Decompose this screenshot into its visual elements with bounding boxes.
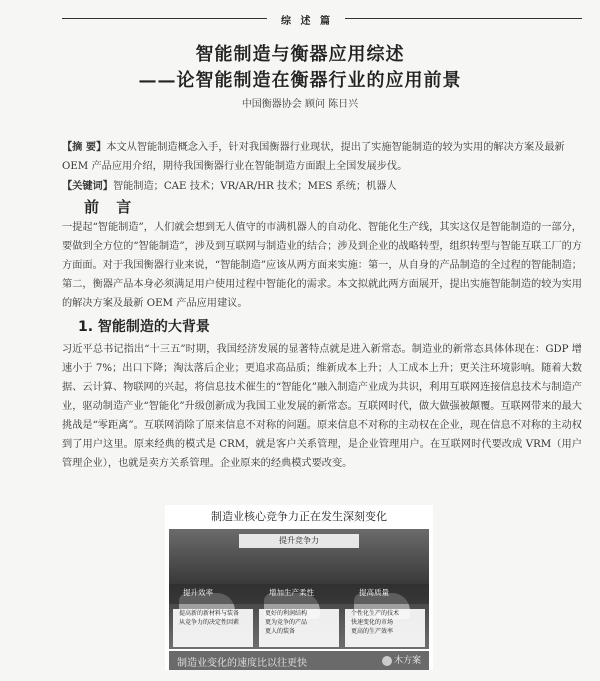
keywords-text: 智能制造；CAE 技术；VR/AR/HR 技术；MES 系统；机器人 xyxy=(112,181,397,192)
section1-heading: 1. 智能制造的大背景 xyxy=(78,319,210,335)
figure-panel xyxy=(259,609,339,647)
figure-box-label: 提高质量 xyxy=(359,588,389,597)
panel-line: 更好的利润结构 xyxy=(265,610,308,617)
article-subtitle: ——论智能制造在衡器行业的应用前景 xyxy=(138,70,462,91)
figure-banner: 提升竞争力 xyxy=(239,534,359,548)
figure-logo xyxy=(382,653,421,666)
keywords xyxy=(62,177,582,192)
figure-logo-text: 木方案 xyxy=(393,656,421,666)
figure-box-label: 提升效率 xyxy=(183,588,213,597)
figure-caption xyxy=(169,651,429,670)
header-rule-right xyxy=(345,18,582,19)
figure-box-label: 增加生产柔性 xyxy=(269,588,314,597)
abstract-label: 【摘 要】 xyxy=(62,141,107,153)
intro-paragraph: 一提起“智能制造”，人们就会想到无人值守的市满机器人的自动化、智能化生产线，其实这仅是智能制造的一部分，要做到全方位的“智能制造”，涉及到互联网与制造业的结合；涉及到企业的战略转型，组织转型与智能互联工厂的方方面面。对于我国衡器行业来说，“智能制造”应该从两方面来实施：第一，从自身的产品制造的全过程的智能制造；第二，衡器产品本身必须满足用户使用过程中智能化的需求。本文拟就此两方面展开，提出实施智能制造的较为实用的解决方案及最新 OEM 产品应用建议。 xyxy=(62,222,582,309)
panel-line: 从竞争力的决定性因素 xyxy=(179,619,240,626)
article-authors: 中国衡器协会 顾问 陈日兴 xyxy=(241,99,359,110)
logo-icon xyxy=(382,656,392,666)
panel-line: 更为竞争的产品 xyxy=(265,619,308,626)
section1-paragraph: 习近平总书记指出“十三五”时期，我国经济发展的显著特点就是进入新常态。制造业的新常态具体体现在：GDP 增速小于 7%；出口下降；淘汰落后企业；更追求高品质；维新成本上升；人工成本上升；更关注环境影响。随着大数据、云计算、物联网的兴起，将信息技术催生的“智能化”融入制造产业成为共识，利用互联网连接信息技术与制造产业，驱动制造产业“智能化”升级创新成为我国工业发展的新常态。互联网时代，做大做强被颠覆。互联网带来的最大挑战是“零距离”。互联网消除了原来信息不对称的问题。原来信息不对称的主动权在企业，现在信息不对称的主动权到了用户这里。原来经典的模式是 CRM，就是客户关系管理，是企业管理用户。在互联网时代要改成 VRM（用户管理企业），也就是卖方关系管理。企业原来的经典模式要改变。 xyxy=(62,344,582,469)
figure-title: 制造业核心竞争力正在发生深刻变化 xyxy=(211,510,387,523)
panel-line: 提高新的新材料与装备 xyxy=(179,610,240,617)
header-rule-left xyxy=(62,18,267,19)
abstract-text: 本文从智能制造概念入手，针对我国衡器行业现状，提出了实施智能制造的较为实用的解决方案及最新 OEM 产品应用介绍，期待我国衡器行业在智能制造方面跟上全国发展步伐。 xyxy=(62,142,565,172)
abstract xyxy=(62,138,582,176)
figure-panel xyxy=(173,609,253,647)
intro-heading: 前 言 xyxy=(84,198,138,216)
figure xyxy=(165,505,433,670)
column-header xyxy=(62,12,582,26)
keywords-label: 【关键词】 xyxy=(62,180,113,192)
panel-line: 更高的生产效率 xyxy=(351,628,394,635)
panel-line: 个性化生产的技术 xyxy=(351,610,400,617)
column-label: 综 述 篇 xyxy=(281,16,333,27)
panel-line: 更人的装备 xyxy=(265,628,296,635)
panel-line: 快速变化的市场 xyxy=(351,619,394,626)
figure-caption-text: 制造业变化的速度比以往更快 xyxy=(177,658,307,669)
figure-panel xyxy=(345,609,425,647)
article-title: 智能制造与衡器应用综述 xyxy=(195,44,405,65)
figure-photo xyxy=(169,529,429,649)
